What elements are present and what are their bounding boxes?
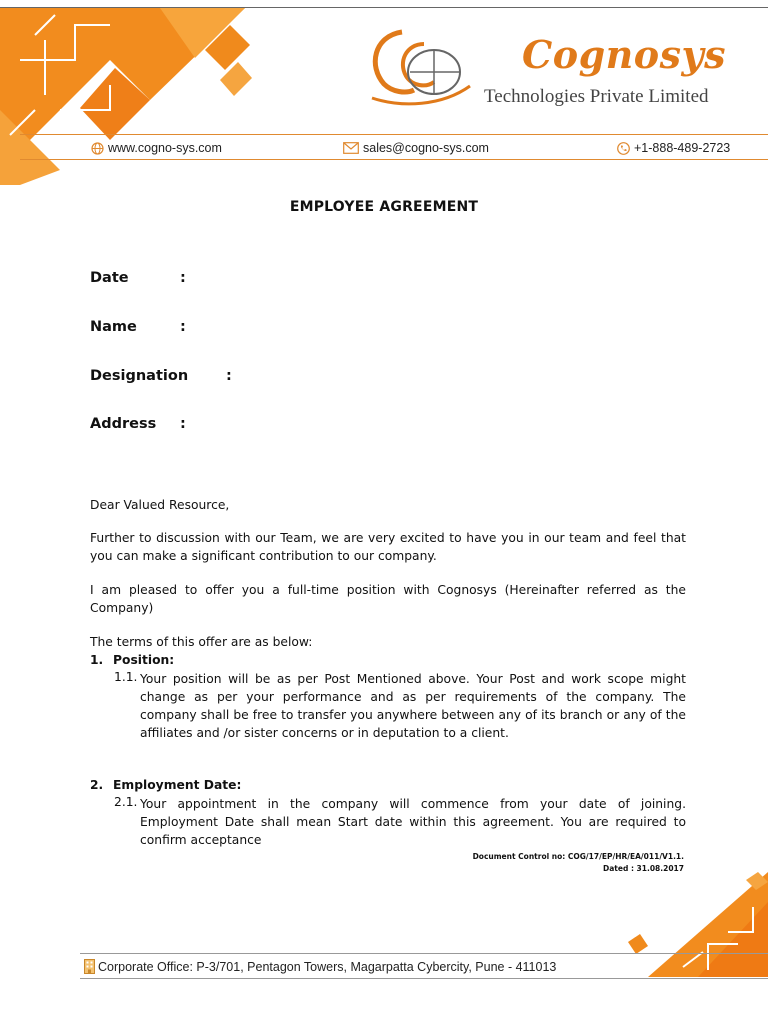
salutation: Dear Valued Resource, [90, 498, 230, 512]
address-label: Address [90, 416, 157, 432]
address-separator: : [180, 416, 186, 432]
document-title: EMPLOYEE AGREEMENT [289, 199, 479, 215]
footer-address [84, 959, 556, 974]
header-corner-decoration [0, 0, 260, 185]
intro-paragraph: Further to discussion with our Team, we are very excited to have you in our team and feel that you can make a significant contribution to our company. [90, 531, 686, 563]
email-contact[interactable] [343, 141, 489, 155]
designation-label: Designation [90, 368, 189, 384]
section-2-heading: Employment Date: [113, 778, 242, 792]
offer-paragraph: I am pleased to offer you a full-time position with Cognosys (Hereinafter referred as the Company) [90, 583, 686, 615]
section-2-1-number: 2.1. [114, 795, 138, 809]
section-2-1-text: Your appointment in the company will commence from your date of joining. Employment Date shall mean Start date within this agreement. You are required to confirm acceptance [140, 797, 686, 847]
brand-name: Cognosys [522, 32, 727, 77]
phone-text[interactable]: +1-888-489-2723 [634, 141, 731, 155]
envelope-icon [343, 142, 359, 154]
footer-address-text: Corporate Office: P-3/701, Pentagon Towers, Magarpatta Cybercity, Pune - 411013 [98, 959, 557, 974]
designation-separator: : [226, 368, 232, 384]
terms-intro: The terms of this offer are as below: [90, 635, 313, 649]
name-separator: : [180, 319, 186, 335]
phone-contact[interactable] [617, 141, 730, 155]
document-dated: Dated : 31.08.2017 [603, 864, 684, 873]
footer-bottom-rule [80, 978, 768, 979]
email-text[interactable]: sales@cogno-sys.com [363, 141, 489, 155]
globe-icon [91, 142, 104, 155]
building-icon [84, 959, 95, 974]
website-contact[interactable] [91, 141, 222, 155]
section-1-1-number: 1.1. [114, 670, 138, 684]
brand-subtitle: Technologies Private Limited [484, 86, 709, 107]
footer-top-rule [80, 953, 768, 954]
section-1-heading: Position: [113, 653, 175, 667]
section-1-number: 1. [90, 653, 104, 667]
date-separator: : [180, 270, 186, 286]
contact-bar-top-rule [20, 134, 768, 135]
cognosys-logo-icon [362, 26, 477, 106]
website-text[interactable]: www.cogno-sys.com [108, 141, 222, 155]
section-1-1-text: Your position will be as per Post Mentioned above. Your Post and work scope might change as per your performance and as per requirements of the company. The company shall be free to transfer you anywhere between any of its branch or any of the affiliates and /or sister concerns or in deputation to a client. [140, 672, 686, 740]
section-2-number: 2. [90, 778, 104, 792]
phone-icon [617, 142, 630, 155]
document-control-number: Document Control no: COG/17/EP/HR/EA/011/V1.1. [472, 852, 684, 861]
name-label: Name [90, 319, 137, 335]
footer-corner-decoration [628, 872, 768, 982]
contact-bar-bottom-rule [20, 159, 768, 160]
date-label: Date [90, 270, 129, 286]
